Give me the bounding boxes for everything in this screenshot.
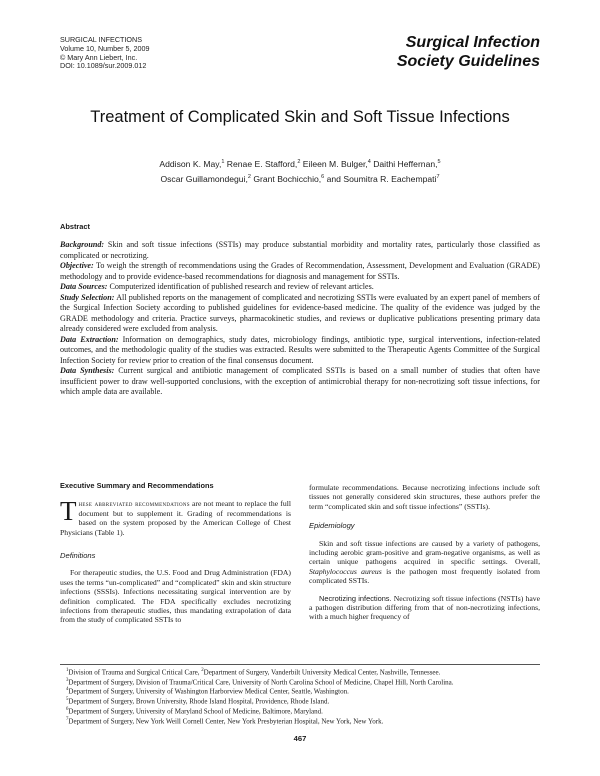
- author-affil: 4: [367, 159, 371, 165]
- author: Eileen M. Bulger,: [300, 158, 368, 169]
- page-number: 467: [293, 734, 307, 743]
- abstract-label: Objective:: [60, 261, 94, 270]
- abstract-objective: Objective: To weigh the strength of recommendations using the Grades of Recommendation, Assessment, Development and Evaluation (GRADE) methodology and to provide evidence-based recommendations for diagnosis and management for SSTIs.: [60, 261, 540, 281]
- drop-cap: T: [60, 496, 77, 527]
- series-title: [397, 33, 540, 71]
- author-affil: 2: [247, 173, 251, 180]
- journal-name: SURGICAL INFECTIONS: [60, 35, 142, 44]
- affiliation-item: $^1$Division of Trauma and Surgical Critical Care, $^2$Department of Surgery, Vanderbilt University Medical Center, Nashville, Tennessee.: [66, 668, 441, 677]
- epidemiology-paragraph: Skin and soft tissue infections are caused by a variety of pathogens, including aerobic gram-positive and gram-negative organisms, as well as certain unique pathogens acquired in specific settings. Overall, Staphylococcus aureus is the pathogen most frequently isolated from complicated SSTIs.: [309, 538, 540, 586]
- footnote-divider: [60, 664, 540, 665]
- abstract-label: Data Extraction:: [60, 334, 119, 344]
- author-list: [0, 156, 600, 186]
- definitions-paragraph: For therapeutic studies, the U.S. Food and Drug Administration (FDA) uses the terms “un-complicated” and “complicated” skin and skin structure infections (SSSIs). Infections necessitating surgical intervention are by definition complicated. The FDA specifically excludes necrotizing infections from therapeutic studies, thus mandating extrapolation of data from the study of complicated SSTIs to: [60, 568, 291, 625]
- affiliation-item: $^4$Department of Surgery, University of Washington Harborview Medical Center, Seattle, Washington.: [66, 687, 349, 696]
- abstract-label: Data Synthesis:: [60, 366, 115, 375]
- journal-volume: Volume 10, Number 5, 2009: [60, 43, 150, 53]
- section-heading: Executive Summary and Recommendations: [60, 481, 214, 490]
- series-line-1: Surgical Infection: [405, 34, 540, 51]
- abstract-extraction: Data Extraction: Information on demographics, study dates, microbiology findings, antibiotic type, surgical interventions, infection-related outcomes, and the methodologic quality of the studies was extracted. Results were submitted to the Therapeutic Agents Committee of the Surgical Infection Society for review prior to creation of the final consensus document.: [60, 334, 541, 365]
- journal-doi: DOI: 10.1089/sur.2009.012: [60, 61, 147, 71]
- epidemiology-heading: Epidemiology: [309, 521, 355, 531]
- affiliation-item: $^6$Department of Surgery, University of Maryland School of Medicine, Baltimore, Maryland.: [66, 706, 323, 716]
- series-line-2: Society Guidelines: [396, 53, 540, 70]
- author: Grant Bochicchio,: [250, 173, 322, 184]
- journal-copyright: © Mary Ann Liebert, Inc.: [60, 52, 138, 62]
- affiliation-item: $^3$Department of Surgery, Division of Trauma/Critical Care, University of North Carolina School of Medicine, Chapel Hill, North Carolina.: [66, 677, 454, 687]
- author: and Soumitra R. Eachempati: [324, 173, 437, 184]
- affiliations: [66, 667, 536, 725]
- journal-info: [60, 36, 150, 71]
- intro-paragraph: These abbreviated recommendations are not meant to replace the full document but to supplement it. Grading of recommendations is based on the system proposed by the American College of Chest Physicians (Table 1).: [60, 496, 291, 537]
- abstract-background: Background: Skin and soft tissue infections (SSTIs) may produce substantial morbidity and mortality rates, particularly those classified as complicated or necrotizing.: [60, 240, 540, 260]
- paper-title: Treatment of Complicated Skin and Soft Tissue Infections: [90, 108, 510, 126]
- author: Daithi Heffernan,: [370, 158, 438, 169]
- affiliation-item: $^5$Department of Surgery, Brown University, Rhode Island Hospital, Providence, Rhode Island.: [66, 697, 330, 706]
- abstract-label: Study Selection:: [60, 292, 115, 302]
- abstract-body: [60, 240, 540, 398]
- author-affil: 5: [437, 159, 441, 165]
- author-affil: 1: [221, 159, 225, 165]
- left-column: [60, 481, 291, 625]
- author: Oscar Guillamondegui,: [160, 173, 248, 184]
- abstract-selection: Study Selection: All published reports on the management of complicated and necrotizing SSTIs were evaluated by an expert panel of members of the Surgical Infection Society according to published guidelines for evidence-based medicine. The quality of the evidence was judged by the GRADE methodology and criteria. Practice surveys, pharmacokinetic studies, and reviews or duplicative publications presenting primary data already considered were excluded from analysis.: [60, 292, 540, 333]
- paragraph: formulate recommendations. Because necrotizing infections include soft tissues not generally considered skin structures, these authors prefer the term “complicated skin and soft tissue infections” (SSTIs).: [309, 483, 540, 511]
- author-affil: 2: [297, 159, 301, 165]
- author-affil: 6: [321, 173, 325, 180]
- author: Addison K. May,: [159, 158, 222, 169]
- definitions-heading: Definitions: [60, 551, 96, 561]
- abstract-label: Data Sources:: [60, 282, 108, 291]
- necrotizing-paragraph: Necrotizing infections. Necrotizing soft tissue infections (NSTIs) have a pathogen distribution differing from that of non-necrotizing infections, with a much higher frequency of: [309, 593, 540, 622]
- author-affil: 7: [436, 173, 440, 180]
- author: Renae E. Stafford,: [224, 158, 298, 169]
- abstract-heading: Abstract: [60, 222, 90, 231]
- affiliation-item: $^7$Department of Surgery, New York Weill Cornell Center, New York Presbyterian Hospital, New York, New York.: [66, 716, 384, 725]
- abstract-label: Background:: [60, 240, 105, 249]
- right-column: [309, 483, 540, 622]
- abstract-sources: Data Sources: Computerized identification of published research and review of relevant articles.: [60, 282, 374, 291]
- abstract-synthesis: Data Synthesis: Current surgical and antibiotic management of complicated SSTIs is based on a small number of studies that often have insufficient power to draw well-supported conclusions, with the exception of antimicrobial therapy for non-necrotizing soft tissue infections, for which ample data are available.: [60, 366, 540, 396]
